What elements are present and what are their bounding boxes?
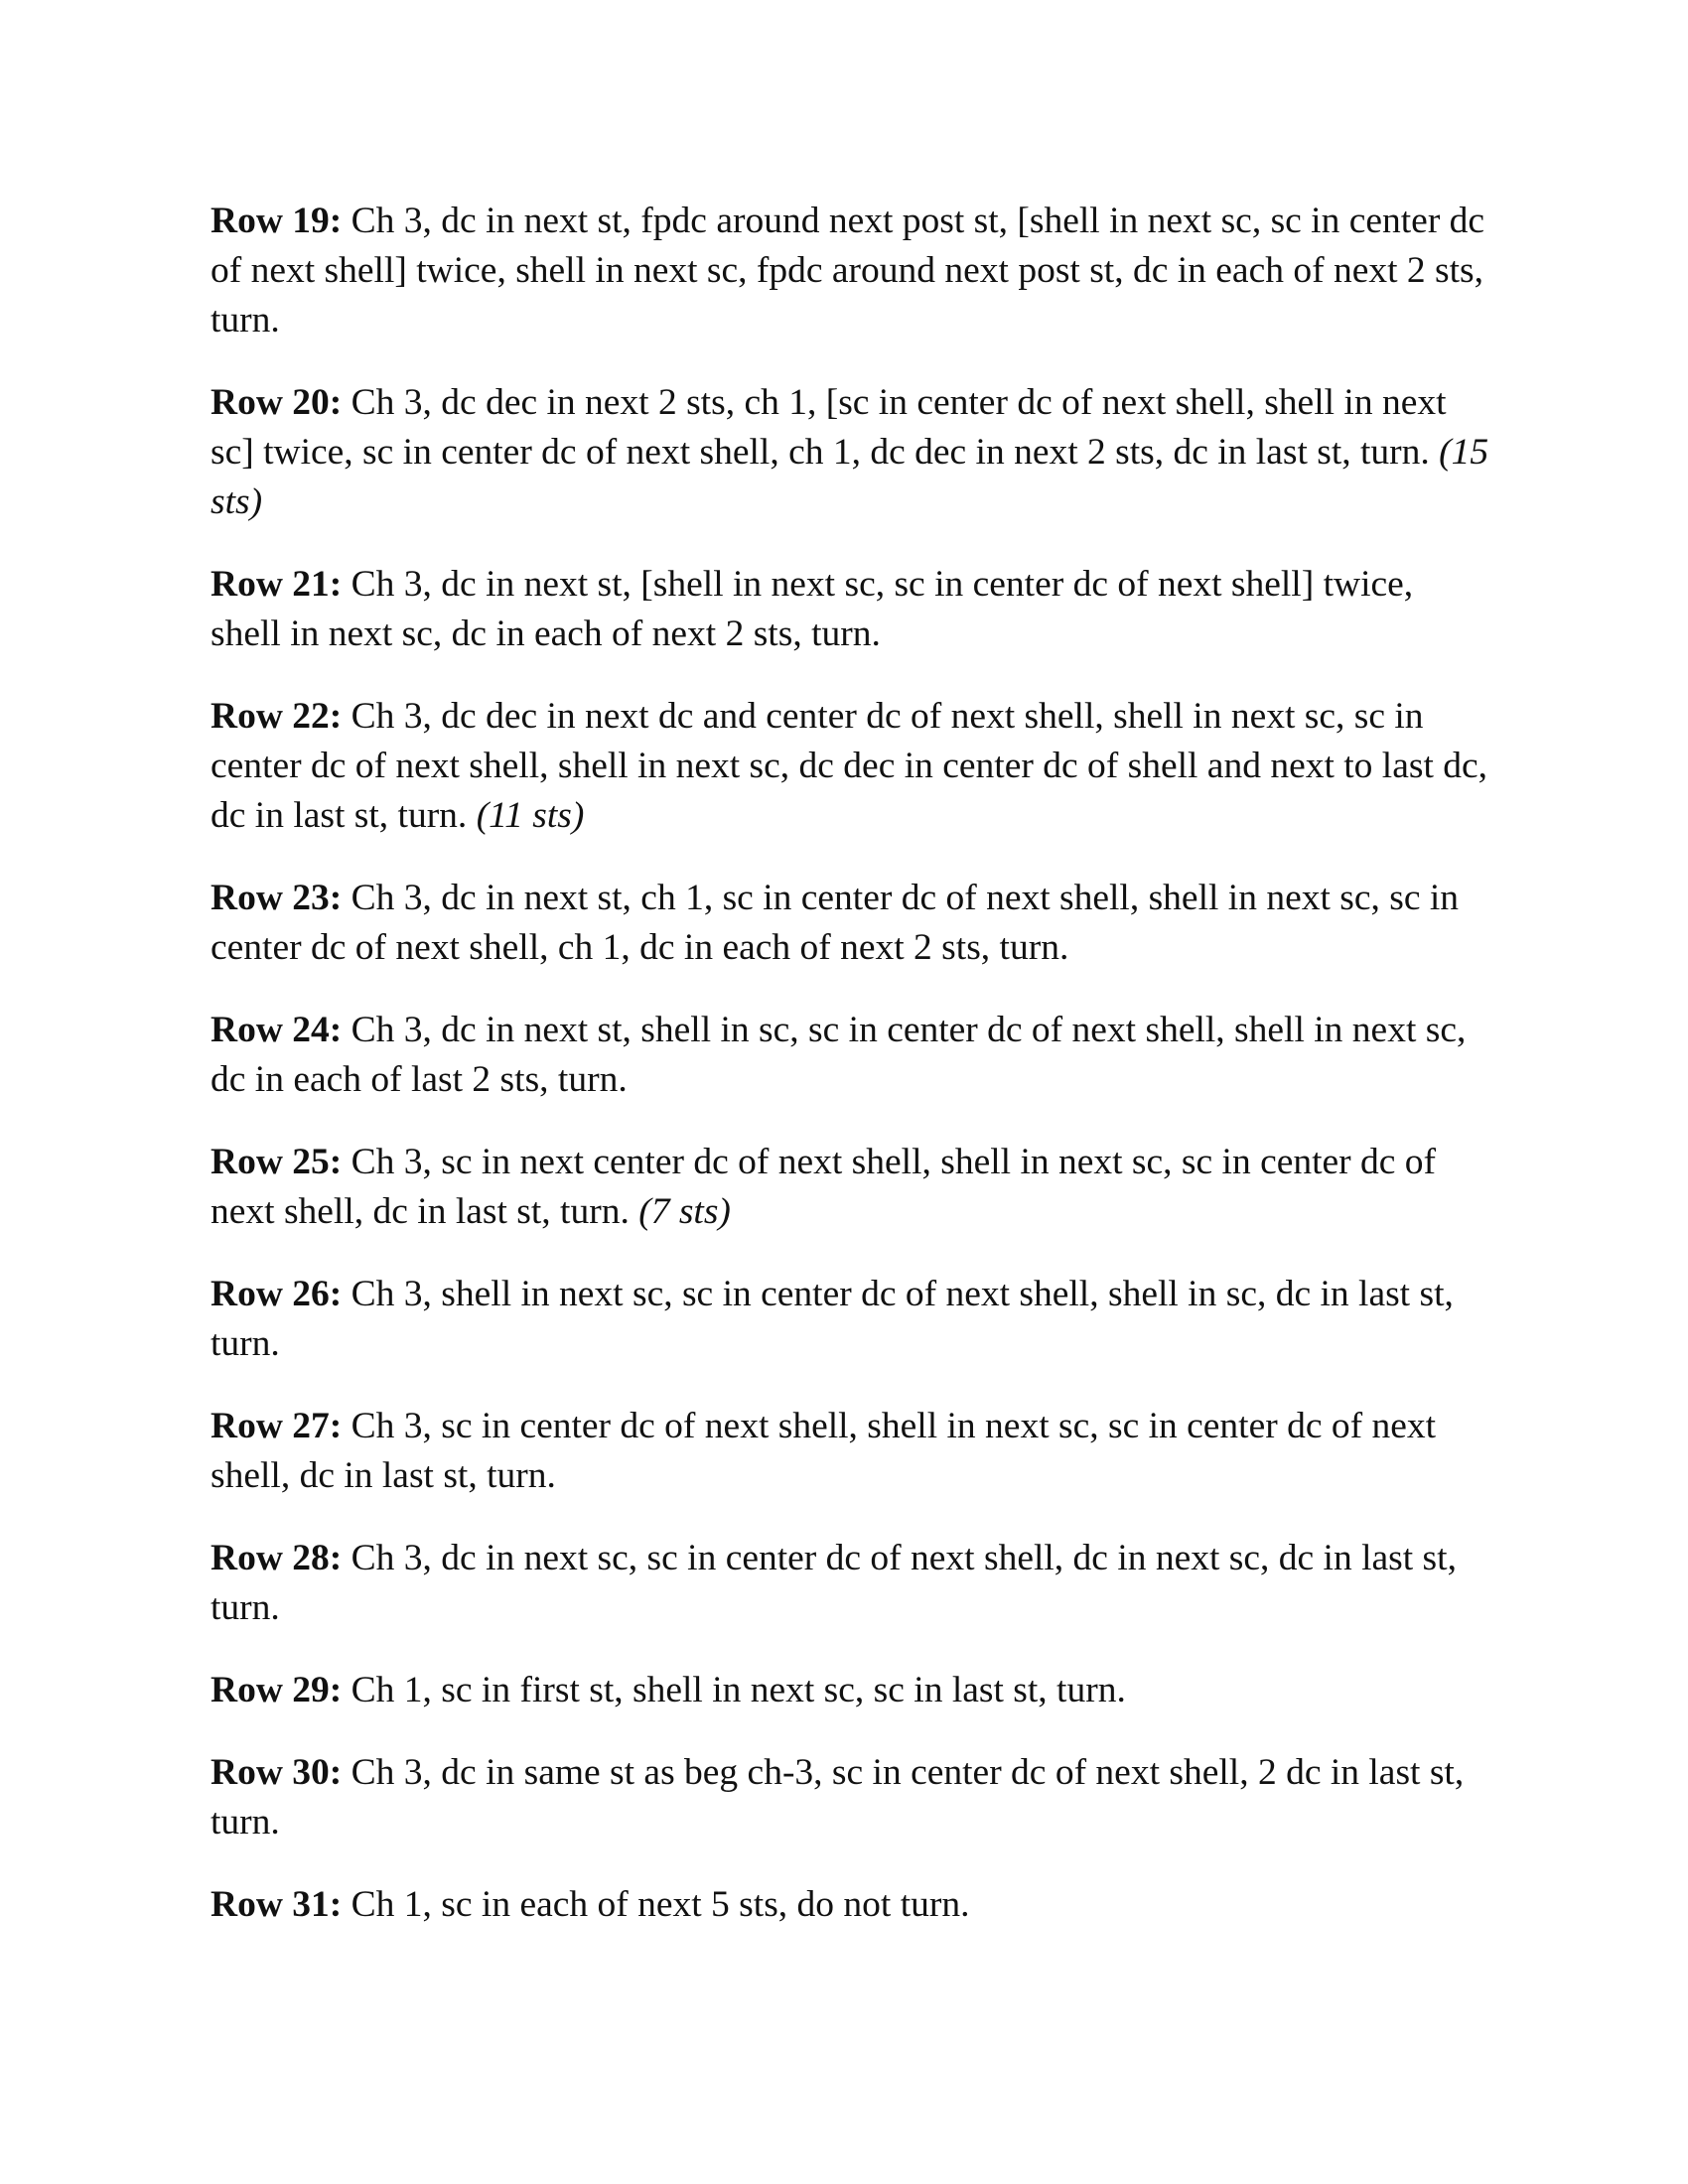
row-26-label: Row 26: (211, 1274, 343, 1314)
row-30-paragraph (211, 1748, 1491, 1847)
row-21-paragraph (211, 560, 1491, 659)
row-29-paragraph (211, 1666, 1491, 1715)
row-20-paragraph (211, 378, 1491, 527)
row-31-label: Row 31: (211, 1884, 343, 1925)
row-23-instructions: Ch 3, dc in next st, ch 1, sc in center dc of next shell, shell in next sc, sc in center dc of next shell, ch 1, dc in each of next 2 sts, turn. (211, 878, 1460, 968)
row-25-label: Row 25: (211, 1142, 343, 1182)
row-19-instructions: Ch 3, dc in next st, fpdc around next post st, [shell in next sc, sc in center dc of next shell] twice, shell in next sc, fpdc around next post st, dc in each of next 2 sts, turn. (211, 201, 1485, 341)
row-23-label: Row 23: (211, 878, 343, 918)
row-25-instructions: Ch 3, sc in next center dc of next shell, shell in next sc, sc in center dc of next shell, dc in last st, turn. (211, 1142, 1437, 1232)
row-30-label: Row 30: (211, 1752, 343, 1793)
row-26-instructions: Ch 3, shell in next sc, sc in center dc of next shell, shell in sc, dc in last st, turn. (211, 1274, 1454, 1364)
row-23-paragraph (211, 874, 1491, 973)
row-22-label: Row 22: (211, 696, 343, 737)
row-20-label: Row 20: (211, 382, 343, 423)
row-22-paragraph (211, 692, 1491, 841)
row-21-instructions: Ch 3, dc in next st, [shell in next sc, sc in center dc of next shell] twice, shell in next sc, dc in each of next 2 sts, turn. (211, 564, 1414, 654)
row-24-label: Row 24: (211, 1010, 343, 1050)
row-26-paragraph (211, 1270, 1491, 1369)
row-28-instructions: Ch 3, dc in next sc, sc in center dc of next shell, dc in next sc, dc in last st, turn. (211, 1538, 1457, 1628)
row-29-instructions: Ch 1, sc in first st, shell in next sc, sc in last st, turn. (342, 1670, 1126, 1710)
row-27-instructions: Ch 3, sc in center dc of next shell, shell in next sc, sc in center dc of next shell, dc in last st, turn. (211, 1406, 1437, 1496)
row-30-instructions: Ch 3, dc in same st as beg ch-3, sc in center dc of next shell, 2 dc in last st, turn. (211, 1752, 1465, 1843)
row-20-instructions: Ch 3, dc dec in next 2 sts, ch 1, [sc in center dc of next shell, shell in next sc] twice, sc in center dc of next shell, ch 1, dc dec in next 2 sts, dc in last st, turn. (211, 382, 1447, 473)
row-25-stitch-count: (7 sts) (638, 1191, 731, 1232)
row-25-paragraph (211, 1138, 1491, 1237)
row-27-label: Row 27: (211, 1406, 343, 1446)
pattern-page (211, 197, 1491, 1963)
row-28-paragraph (211, 1534, 1491, 1633)
row-22-stitch-count: (11 sts) (476, 795, 585, 836)
row-28-label: Row 28: (211, 1538, 343, 1578)
row-29-label: Row 29: (211, 1670, 343, 1710)
row-20-stitch-count: (15 sts) (211, 432, 1489, 522)
row-19-paragraph (211, 197, 1491, 345)
row-24-instructions: Ch 3, dc in next st, shell in sc, sc in center dc of next shell, shell in next sc, dc in each of last 2 sts, turn. (211, 1010, 1467, 1100)
row-27-paragraph (211, 1402, 1491, 1501)
row-21-label: Row 21: (211, 564, 343, 605)
row-31-instructions: Ch 1, sc in each of next 5 sts, do not turn. (342, 1884, 970, 1925)
row-22-instructions: Ch 3, dc dec in next dc and center dc of next shell, shell in next sc, sc in center dc of next shell, shell in next sc, dc dec in center dc of shell and next to last dc, dc in last st, turn. (211, 696, 1488, 836)
row-24-paragraph (211, 1006, 1491, 1105)
row-31-paragraph (211, 1880, 1491, 1930)
row-19-label: Row 19: (211, 201, 343, 241)
